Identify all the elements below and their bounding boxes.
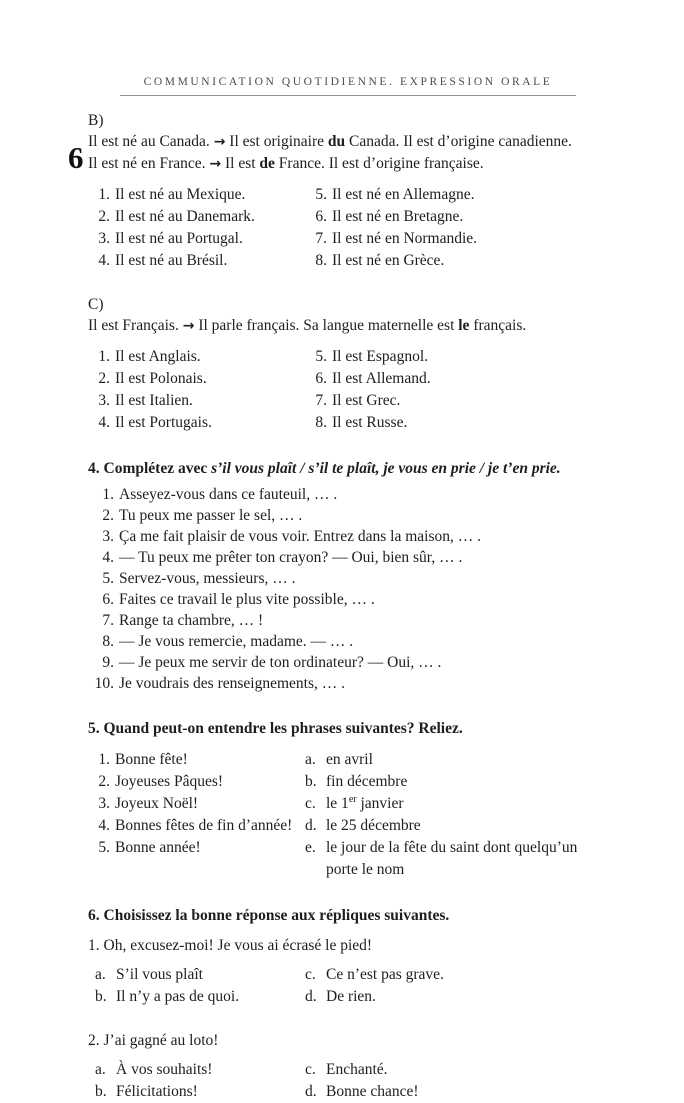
example-text: Il est bbox=[221, 155, 260, 172]
item-number: 1. bbox=[102, 486, 114, 503]
page-number: 6 bbox=[68, 140, 84, 175]
list-item bbox=[88, 412, 305, 434]
item-text: Ça me fait plaisir de vous voir. Entrez dans la maison, … . bbox=[119, 528, 482, 545]
example-text: Il est né en France. bbox=[88, 155, 210, 172]
item-text: — Je vous remercie, madame. — … . bbox=[119, 633, 354, 650]
item-number: 1. bbox=[88, 937, 100, 954]
item-text: en avril bbox=[326, 751, 373, 768]
list-item bbox=[305, 771, 578, 793]
item-text: Joyeuses Pâques! bbox=[115, 773, 224, 790]
item-number: 1. bbox=[98, 348, 110, 365]
list-item bbox=[305, 749, 578, 771]
item-text: Il est Anglais. bbox=[115, 348, 201, 365]
item-text-part: janvier bbox=[356, 795, 404, 812]
exercise-5-matching bbox=[88, 749, 578, 881]
item-number: 8. bbox=[315, 252, 327, 269]
list-item bbox=[88, 673, 578, 694]
list-item bbox=[305, 206, 578, 228]
item-text: Il est né au Mexique. bbox=[115, 186, 246, 203]
item-number: 5. bbox=[315, 186, 327, 203]
item-letter: c. bbox=[305, 795, 316, 812]
item-text: Range ta chambre, … ! bbox=[119, 612, 264, 629]
exercise-4-title bbox=[88, 458, 578, 480]
item-number: 5. bbox=[102, 570, 114, 587]
item-number: 2. bbox=[98, 208, 110, 225]
option-text: Il n’y a pas de quoi. bbox=[116, 988, 240, 1005]
option-letter: a. bbox=[95, 966, 106, 983]
item-number: 3. bbox=[98, 795, 110, 812]
item-text: — Je peux me servir de ton ordinateur? — Oui, … . bbox=[119, 654, 442, 671]
section-b-example-1 bbox=[88, 131, 578, 153]
item-letter: d. bbox=[305, 817, 317, 834]
example-text: français. bbox=[469, 317, 527, 334]
list-item bbox=[88, 390, 305, 412]
list-item bbox=[88, 526, 578, 547]
item-number: 4. bbox=[98, 817, 110, 834]
item-text: Il est Polonais. bbox=[115, 370, 207, 387]
example-text: Il est Français. bbox=[88, 317, 183, 334]
list-item bbox=[305, 346, 578, 368]
option-letter: b. bbox=[95, 1083, 107, 1100]
list-item bbox=[88, 505, 578, 526]
example-bold-word: du bbox=[327, 133, 346, 150]
option-item bbox=[95, 1059, 305, 1081]
item-text: Il est né en Normandie. bbox=[332, 230, 478, 247]
option-text: Félicitations! bbox=[116, 1083, 198, 1100]
section-b-list-right bbox=[305, 184, 578, 272]
item-text: Il est né au Brésil. bbox=[115, 252, 228, 269]
list-item bbox=[305, 184, 578, 206]
list-item bbox=[305, 837, 578, 881]
option-text: Ce n’est pas grave. bbox=[326, 966, 444, 983]
arrow-icon: → bbox=[213, 134, 226, 150]
option-item bbox=[305, 964, 578, 986]
item-text: Il est Italien. bbox=[115, 392, 193, 409]
list-item bbox=[88, 610, 578, 631]
item-number: 1. bbox=[98, 186, 110, 203]
options-left bbox=[95, 964, 305, 1008]
list-item bbox=[305, 368, 578, 390]
item-text: — Tu peux me prêter ton crayon? — Oui, bien sûr, … . bbox=[119, 549, 463, 566]
list-item bbox=[88, 206, 305, 228]
item-text: Il est Allemand. bbox=[332, 370, 431, 387]
exercise-4-title-phrases: s’il vous plaît / s’il te plaît, je vous en prie / je t’en prie. bbox=[211, 460, 561, 477]
list-item bbox=[88, 568, 578, 589]
section-b-example-2 bbox=[88, 153, 578, 175]
item-text: Bonne fête! bbox=[115, 751, 188, 768]
section-c-example bbox=[88, 315, 578, 337]
exercise-4-title-lead: 4. Complétez avec bbox=[88, 460, 212, 477]
section-c-list-right bbox=[305, 346, 578, 434]
item-text: Joyeux Noël! bbox=[115, 795, 199, 812]
item-text: Faites ce travail le plus vite possible, … . bbox=[119, 591, 375, 608]
item-text: Il est Grec. bbox=[332, 392, 401, 409]
item-text: J’ai gagné au loto! bbox=[103, 1032, 219, 1049]
section-b-list-left bbox=[88, 184, 305, 272]
list-item bbox=[88, 346, 305, 368]
item-number: 6. bbox=[315, 208, 327, 225]
item-number: 5. bbox=[315, 348, 327, 365]
list-item bbox=[88, 815, 305, 837]
item-number: 2. bbox=[98, 773, 110, 790]
options-right bbox=[305, 1059, 578, 1103]
example-text: Canada. Il est d’origine canadienne. bbox=[345, 133, 572, 150]
list-item bbox=[88, 484, 578, 505]
example-bold-word: de bbox=[259, 155, 275, 172]
ordinal-superscript: er bbox=[348, 793, 357, 805]
item-text: le 25 décembre bbox=[326, 817, 421, 834]
item-number: 1. bbox=[98, 751, 110, 768]
arrow-icon: → bbox=[182, 318, 195, 334]
item-number: 7. bbox=[102, 612, 114, 629]
exercise-5-answers bbox=[305, 749, 578, 881]
section-c-label: C) bbox=[88, 296, 104, 313]
list-item bbox=[88, 547, 578, 568]
item-text: Il est né en Grèce. bbox=[332, 252, 445, 269]
options-left bbox=[95, 1059, 305, 1103]
item-letter: e. bbox=[305, 839, 316, 856]
item-text: Tu peux me passer le sel, … . bbox=[119, 507, 303, 524]
list-item bbox=[88, 771, 305, 793]
item-number: 2. bbox=[88, 1032, 100, 1049]
item-number: 7. bbox=[315, 392, 327, 409]
item-text: Bonnes fêtes de fin d’année! bbox=[115, 817, 293, 834]
option-letter: d. bbox=[305, 1083, 317, 1100]
list-item bbox=[305, 228, 578, 250]
option-letter: a. bbox=[95, 1061, 106, 1078]
page-content bbox=[88, 110, 578, 1103]
item-text: Bonne année! bbox=[115, 839, 201, 856]
exercise-6-q1-options bbox=[95, 964, 578, 1008]
example-text: Il est originaire bbox=[225, 133, 328, 150]
list-item bbox=[305, 815, 578, 837]
item-text: Oh, excusez-moi! Je vous ai écrasé le pied! bbox=[103, 937, 373, 954]
exercise-6-title: 6. Choisissez la bonne réponse aux répliques suivantes. bbox=[88, 907, 450, 924]
option-letter: c. bbox=[305, 1061, 316, 1078]
option-item bbox=[95, 964, 305, 986]
item-number: 8. bbox=[315, 414, 327, 431]
option-item bbox=[95, 1081, 305, 1103]
item-text: Je voudrais des renseignements, … . bbox=[119, 675, 345, 692]
section-c-list-left bbox=[88, 346, 305, 434]
list-item bbox=[88, 793, 305, 815]
item-number: 4. bbox=[98, 414, 110, 431]
item-text: Il est né au Danemark. bbox=[115, 208, 255, 225]
list-item bbox=[88, 250, 305, 272]
item-text: Il est né en Allemagne. bbox=[332, 186, 475, 203]
item-number: 3. bbox=[98, 230, 110, 247]
option-letter: d. bbox=[305, 988, 317, 1005]
book-page bbox=[0, 76, 684, 1100]
example-bold-word: le bbox=[458, 317, 470, 334]
list-item bbox=[305, 412, 578, 434]
section-b-label: B) bbox=[88, 112, 104, 129]
list-item bbox=[88, 837, 305, 859]
item-text: Il est Espagnol. bbox=[332, 348, 428, 365]
exercise-6-q2-options bbox=[95, 1059, 578, 1103]
exercise-5-phrases bbox=[88, 749, 305, 881]
item-number: 3. bbox=[98, 392, 110, 409]
exercise-6-question-2 bbox=[88, 1030, 578, 1052]
options-right bbox=[305, 964, 578, 1008]
item-text-part: le 1 bbox=[326, 795, 349, 812]
item-letter: b. bbox=[305, 773, 317, 790]
example-text: Il est né au Canada. bbox=[88, 133, 214, 150]
option-text: À vos souhaits! bbox=[116, 1061, 213, 1078]
list-item bbox=[88, 749, 305, 771]
list-item bbox=[305, 793, 578, 815]
item-number: 8. bbox=[102, 633, 114, 650]
exercise-4-items bbox=[88, 484, 578, 694]
item-number: 2. bbox=[102, 507, 114, 524]
item-number: 4. bbox=[98, 252, 110, 269]
item-number: 3. bbox=[102, 528, 114, 545]
item-text: Il est né en Bretagne. bbox=[332, 208, 464, 225]
item-number: 5. bbox=[98, 839, 110, 856]
item-text: fin décembre bbox=[326, 773, 408, 790]
item-number: 9. bbox=[102, 654, 114, 671]
list-item bbox=[88, 631, 578, 652]
list-item bbox=[88, 589, 578, 610]
option-item bbox=[305, 1059, 578, 1081]
example-text: France. Il est d’origine française. bbox=[274, 155, 484, 172]
item-text: le jour de la fête du saint dont quelqu’un porte le nom bbox=[326, 839, 578, 878]
option-item bbox=[95, 986, 305, 1008]
arrow-icon: → bbox=[209, 156, 222, 172]
list-item bbox=[305, 250, 578, 272]
option-item bbox=[305, 1081, 578, 1103]
item-number: 10. bbox=[94, 675, 114, 692]
item-text: Il est Portugais. bbox=[115, 414, 212, 431]
list-item bbox=[88, 184, 305, 206]
option-text: De rien. bbox=[326, 988, 376, 1005]
item-text: Asseyez-vous dans ce fauteuil, … . bbox=[119, 486, 338, 503]
item-number: 6. bbox=[315, 370, 327, 387]
option-text: S’il vous plaît bbox=[116, 966, 203, 983]
item-letter: a. bbox=[305, 751, 316, 768]
option-letter: b. bbox=[95, 988, 107, 1005]
section-c-list bbox=[88, 346, 578, 434]
item-number: 7. bbox=[315, 230, 327, 247]
item-text: Il est Russe. bbox=[332, 414, 408, 431]
item-text bbox=[326, 793, 578, 815]
list-item bbox=[88, 368, 305, 390]
item-number: 2. bbox=[98, 370, 110, 387]
item-text: Servez-vous, messieurs, … . bbox=[119, 570, 296, 587]
list-item bbox=[88, 228, 305, 250]
example-text: Il parle français. Sa langue maternelle est bbox=[194, 317, 459, 334]
exercise-5-title: 5. Quand peut-on entendre les phrases suivantes? Reliez. bbox=[88, 720, 463, 737]
item-number: 4. bbox=[102, 549, 114, 566]
item-number: 6. bbox=[102, 591, 114, 608]
list-item bbox=[305, 390, 578, 412]
item-text: Il est né au Portugal. bbox=[115, 230, 243, 247]
option-item bbox=[305, 986, 578, 1008]
running-header: COMMUNICATION QUOTIDIENNE. EXPRESSION ORALE bbox=[120, 76, 576, 96]
option-letter: c. bbox=[305, 966, 316, 983]
option-text: Enchanté. bbox=[326, 1061, 388, 1078]
exercise-6-question-1 bbox=[88, 935, 578, 957]
section-b-list bbox=[88, 184, 578, 272]
list-item bbox=[88, 652, 578, 673]
option-text: Bonne chance! bbox=[326, 1083, 419, 1100]
